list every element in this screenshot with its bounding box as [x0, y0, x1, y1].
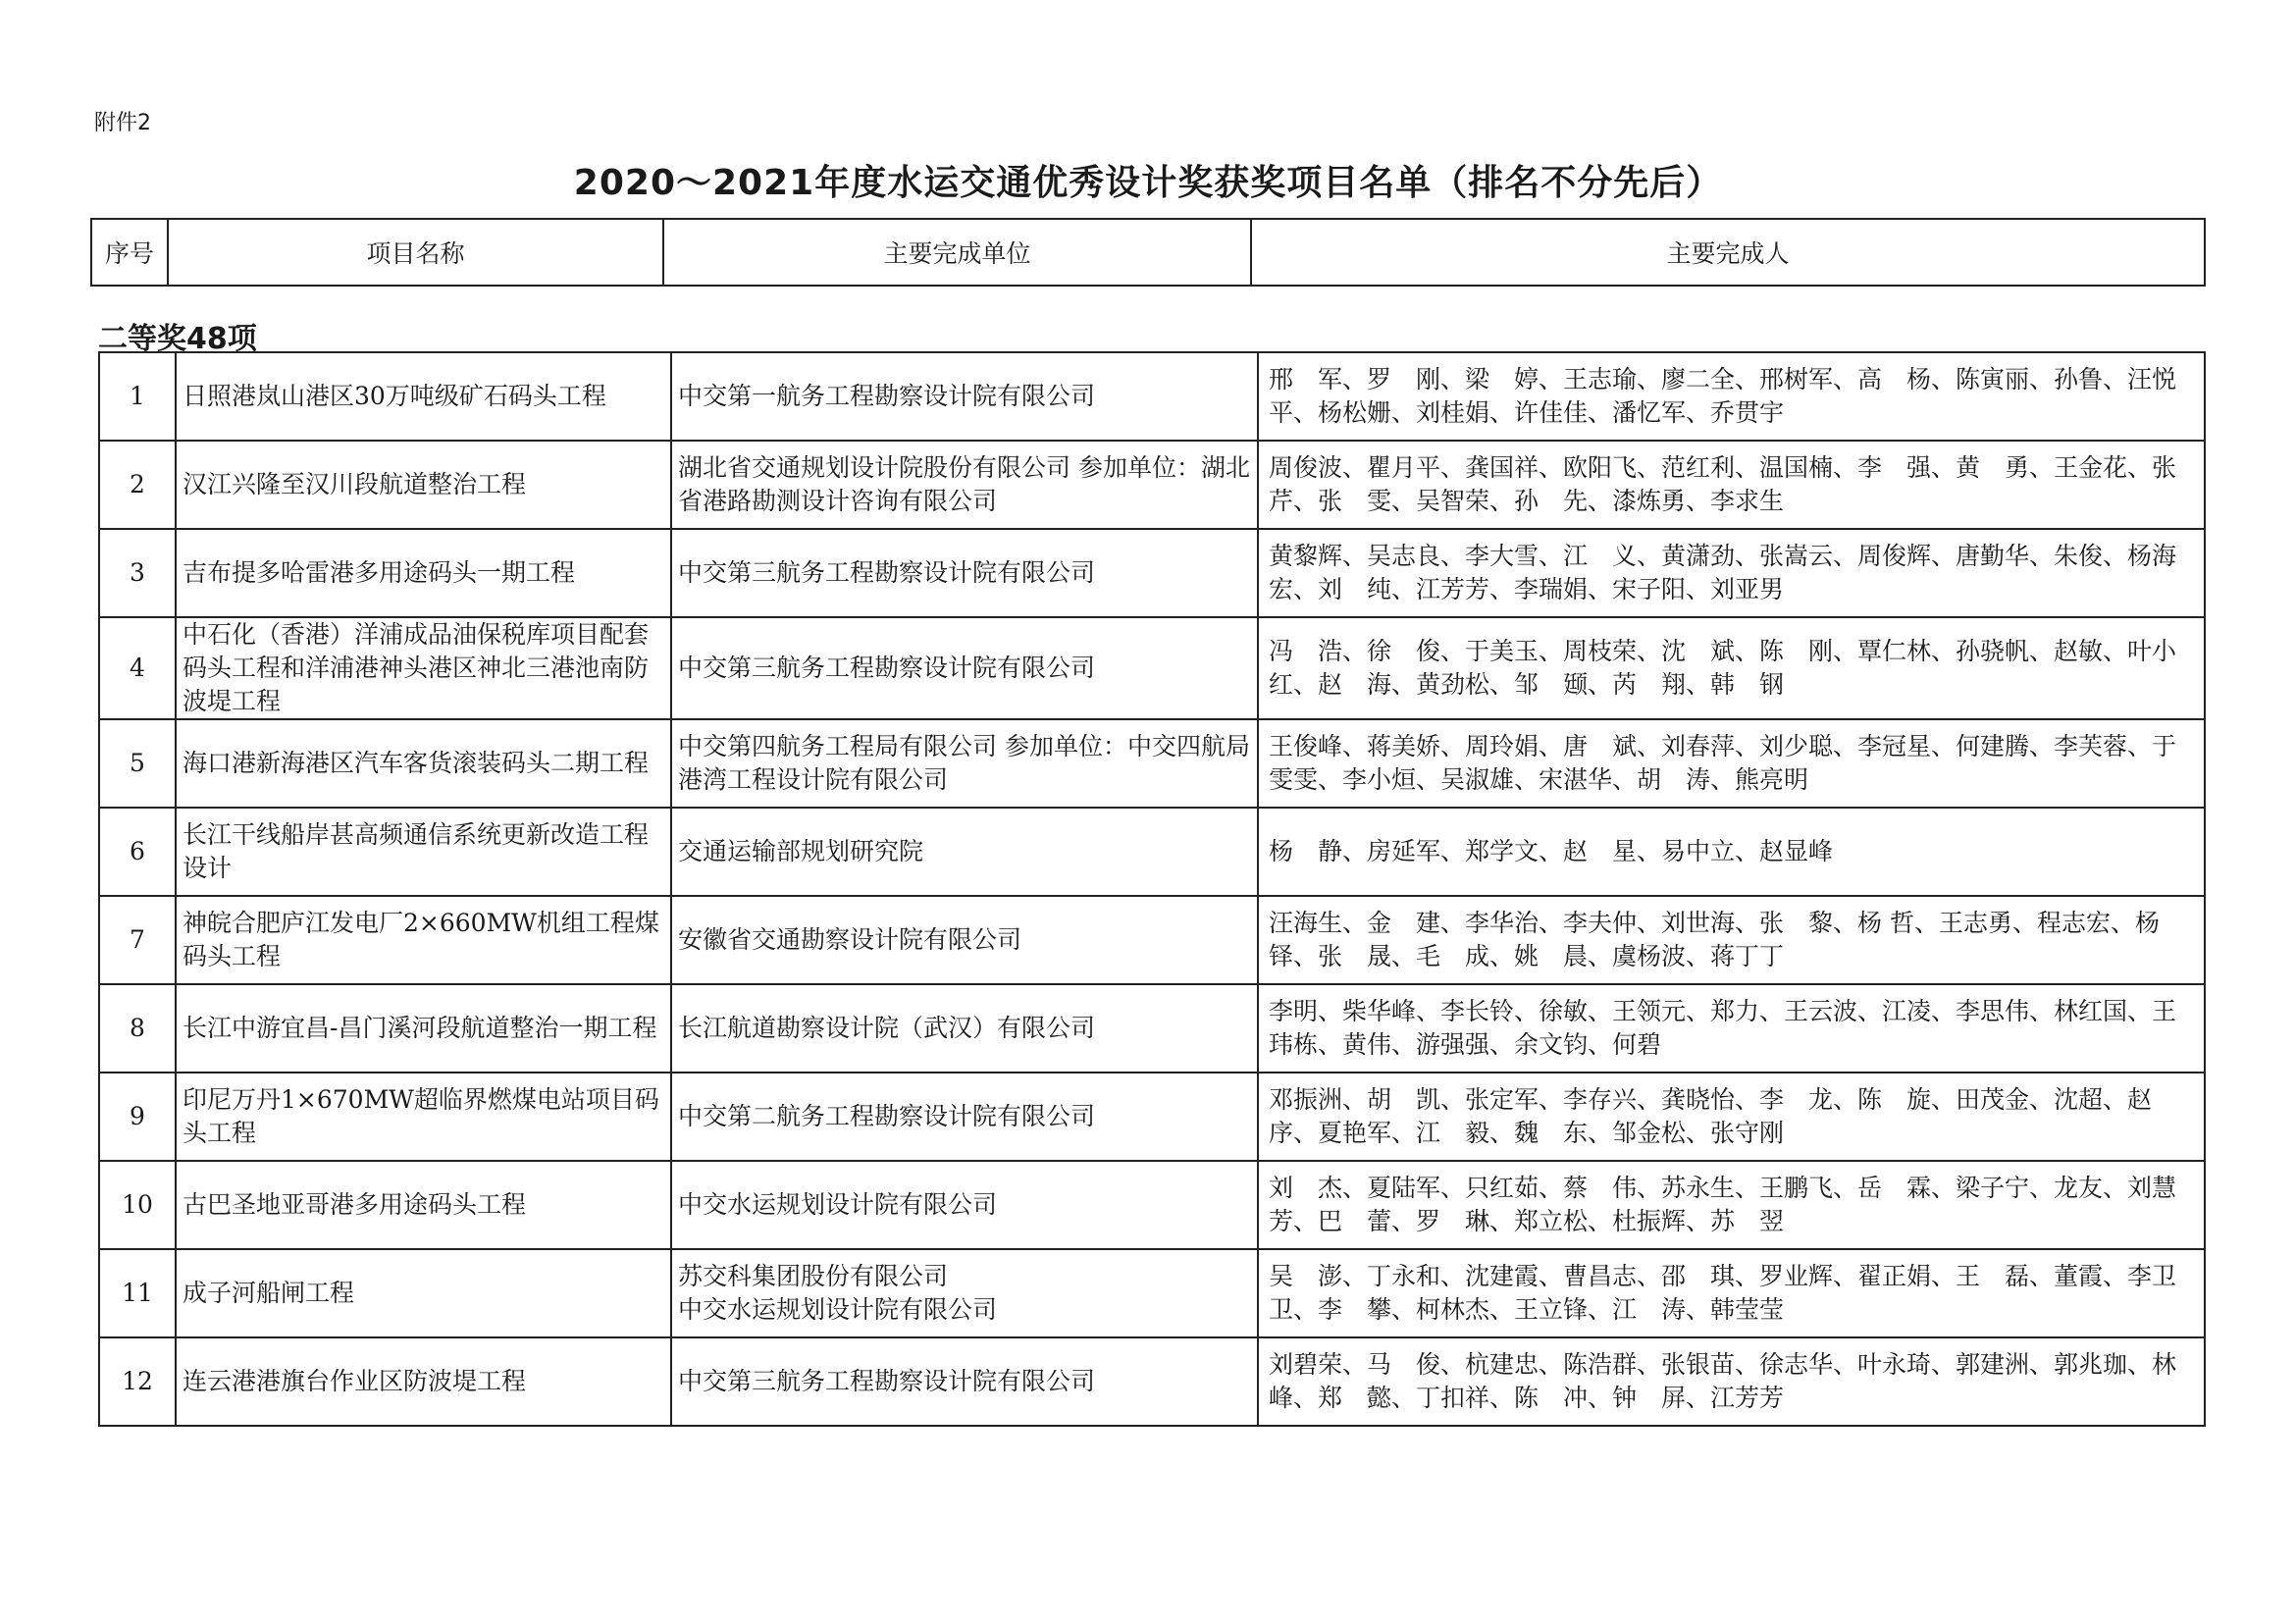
row-project [176, 1249, 671, 1337]
table-row [99, 529, 2205, 617]
row-unit-text: 中交第二航务工程勘察设计院有限公司 [678, 1102, 1096, 1130]
row-project-text: 吉布提多哈雷港多用途码头一期工程 [183, 558, 576, 587]
row-seq-text: 5 [130, 749, 145, 777]
row-project-text: 中石化（香港）洋浦成品油保税库项目配套码头工程和洋浦港神头港区神北三港池南防波堤工程 [183, 620, 650, 715]
row-project-text: 汉江兴隆至汉川段航道整治工程 [183, 470, 527, 498]
row-seq [99, 617, 176, 719]
row-people [1258, 896, 2205, 984]
row-people [1258, 529, 2205, 617]
header-project: 项目名称 [168, 219, 663, 286]
row-project-text: 日照港岚山港区30万吨级矿石码头工程 [183, 382, 606, 410]
row-project [176, 808, 671, 896]
row-project-text: 海口港新海港区汽车客货滚装码头二期工程 [183, 749, 650, 777]
row-people-text: 吴 澎、丁永和、沈建霞、曹昌志、邵 琪、罗业辉、翟正娟、王 磊、董霞、李卫卫、李 攀、柯林杰、王立锋、江 涛、韩莹莹 [1269, 1262, 2177, 1324]
row-project [176, 1337, 671, 1426]
row-people [1258, 441, 2205, 529]
row-seq-text: 11 [122, 1279, 153, 1307]
table-row [99, 808, 2205, 896]
row-people-text: 黄黎辉、吴志良、李大雪、江 义、黄潇劲、张嵩云、周俊辉、唐勤华、朱俊、杨海宏、刘 纯、江芳芳、李瑞娟、宋子阳、刘亚男 [1269, 542, 2177, 603]
row-seq-text: 8 [130, 1014, 145, 1042]
attachment-label: 附件2 [94, 111, 151, 135]
row-seq [99, 1249, 176, 1337]
row-seq [99, 896, 176, 984]
row-unit [671, 984, 1258, 1073]
row-project [176, 984, 671, 1073]
row-project [176, 896, 671, 984]
row-unit [671, 719, 1258, 808]
table-row [99, 1337, 2205, 1426]
row-project-text: 连云港港旗台作业区防波堤工程 [183, 1367, 527, 1395]
row-people-text: 杨 静、房延军、郑学文、赵 星、易中立、赵显峰 [1269, 837, 1834, 865]
row-unit-text: 交通运输部规划研究院 [678, 837, 924, 865]
row-unit-text: 中交第四航务工程局有限公司 参加单位：中交四航局港湾工程设计院有限公司 [678, 732, 1250, 794]
row-unit-text: 中交第三航务工程勘察设计院有限公司 [678, 654, 1096, 682]
section-heading: 二等奖48项 [98, 322, 257, 356]
row-people-text: 刘碧荣、马 俊、杭建忠、陈浩群、张银苗、徐志华、叶永琦、郭建洲、郭兆珈、林 峰、郑 懿、丁扣祥、陈 冲、钟 屏、江芳芳 [1269, 1350, 2202, 1412]
row-seq [99, 719, 176, 808]
table-row [99, 984, 2205, 1073]
row-people [1258, 352, 2205, 441]
row-seq [99, 441, 176, 529]
row-project-text: 长江干线船岸甚高频通信系统更新改造工程设计 [183, 820, 650, 882]
header-unit: 主要完成单位 [663, 219, 1251, 286]
row-project [176, 719, 671, 808]
row-people [1258, 617, 2205, 719]
row-unit [671, 1337, 1258, 1426]
column-header-table [90, 218, 2206, 287]
row-people [1258, 1337, 2205, 1426]
column-header-row [91, 219, 2205, 286]
row-seq-text: 7 [130, 925, 145, 954]
row-seq [99, 984, 176, 1073]
row-unit-text: 中交水运规划设计院有限公司 [678, 1190, 998, 1219]
award-table-body [99, 352, 2205, 1426]
row-seq-text: 9 [130, 1102, 145, 1130]
row-project [176, 529, 671, 617]
row-people-text: 王俊峰、蒋美娇、周玲娟、唐 斌、刘春萍、刘少聪、李冠星、何建腾、李芙蓉、于雯雯、李小烜、吴淑雄、宋湛华、胡 涛、熊亮明 [1269, 732, 2177, 794]
document-title: 2020～2021年度水运交通优秀设计奖获奖项目名单（排名不分先后） [573, 163, 1723, 203]
row-people [1258, 719, 2205, 808]
row-seq [99, 352, 176, 441]
row-project [176, 1073, 671, 1161]
row-seq [99, 529, 176, 617]
row-unit [671, 808, 1258, 896]
table-row [99, 1249, 2205, 1337]
table-row [99, 1073, 2205, 1161]
row-seq-text: 6 [130, 837, 145, 865]
row-seq-text: 10 [122, 1190, 153, 1219]
row-people-text: 李明、柴华峰、李长铃、徐敏、王领元、郑力、王云波、江凌、李思伟、林红国、王玮栋、黄伟、游强强、余文钧、何碧 [1269, 997, 2177, 1059]
row-people-text: 邓振洲、胡 凯、张定军、李存兴、龚晓怡、李 龙、陈 旋、田茂金、沈超、赵 序、夏艳军、江 毅、魏 东、邹金松、张守刚 [1269, 1085, 2177, 1147]
row-unit [671, 352, 1258, 441]
row-seq [99, 1337, 176, 1426]
table-row [99, 896, 2205, 984]
row-project [176, 617, 671, 719]
row-unit [671, 1161, 1258, 1249]
row-seq-text: 1 [130, 382, 145, 410]
award-table [98, 351, 2206, 1427]
row-unit-text: 中交第三航务工程勘察设计院有限公司 [678, 1367, 1096, 1395]
row-unit [671, 617, 1258, 719]
table-row [99, 1161, 2205, 1249]
table-row [99, 441, 2205, 529]
row-people [1258, 1249, 2205, 1337]
table-row [99, 617, 2205, 719]
row-people-text: 周俊波、瞿月平、龚国祥、欧阳飞、范红利、温国楠、李 强、黄 勇、王金花、张 芹、张 雯、吴智荣、孙 先、漆炼勇、李求生 [1269, 453, 2202, 515]
row-unit [671, 529, 1258, 617]
row-unit-text: 苏交科集团股份有限公司 中交水运规划设计院有限公司 [678, 1262, 998, 1324]
row-unit-text: 中交第三航务工程勘察设计院有限公司 [678, 558, 1096, 587]
row-seq [99, 1073, 176, 1161]
row-seq-text: 12 [122, 1367, 153, 1395]
table-row [99, 719, 2205, 808]
row-project-text: 古巴圣地亚哥港多用途码头工程 [183, 1190, 527, 1219]
row-project-text: 长江中游宜昌-昌门溪河段航道整治一期工程 [183, 1014, 657, 1042]
row-seq-text: 4 [130, 654, 145, 682]
row-unit-text: 中交第一航务工程勘察设计院有限公司 [678, 382, 1096, 410]
row-seq-text: 3 [130, 558, 145, 587]
header-seq: 序号 [91, 219, 168, 286]
row-seq-text: 2 [130, 470, 145, 498]
row-people-text: 冯 浩、徐 俊、于美玉、周枝荣、沈 斌、陈 刚、覃仁林、孙骁帆、赵敏、叶小红、赵 海、黄劲松、邹 颋、芮 翔、韩 钢 [1269, 637, 2177, 699]
row-seq [99, 1161, 176, 1249]
row-people-text: 汪海生、金 建、李华治、李夫仲、刘世海、张 黎、杨 哲、王志勇、程志宏、杨 铎、张 晟、毛 成、姚 晨、虞杨波、蒋丁丁 [1269, 909, 2184, 970]
row-project [176, 441, 671, 529]
row-project-text: 神皖合肥庐江发电厂2×660MW机组工程煤码头工程 [183, 909, 659, 970]
row-project [176, 352, 671, 441]
row-people [1258, 808, 2205, 896]
row-people [1258, 984, 2205, 1073]
row-unit-text: 湖北省交通规划设计院股份有限公司 参加单位：湖北省港路勘测设计咨询有限公司 [678, 453, 1250, 515]
row-people [1258, 1161, 2205, 1249]
row-project-text: 成子河船闸工程 [183, 1279, 355, 1307]
row-unit [671, 441, 1258, 529]
row-unit [671, 1073, 1258, 1161]
row-people-text: 刘 杰、夏陆军、只红茹、蔡 伟、苏永生、王鹏飞、岳 霖、梁子宁、龙友、刘慧芳、巴 蕾、罗 琳、郑立松、杜振辉、苏 翌 [1269, 1174, 2177, 1235]
row-people [1258, 1073, 2205, 1161]
row-unit [671, 896, 1258, 984]
row-unit [671, 1249, 1258, 1337]
row-project-text: 印尼万丹1×670MW超临界燃煤电站项目码头工程 [183, 1085, 659, 1147]
row-unit-text: 长江航道勘察设计院（武汉）有限公司 [678, 1014, 1096, 1042]
row-project [176, 1161, 671, 1249]
row-people-text: 邢 军、罗 刚、梁 婷、王志瑜、廖二全、邢树军、高 杨、陈寅丽、孙鲁、汪悦平、杨松姗、刘桂娟、许佳佳、潘忆军、乔贯宇 [1269, 365, 2177, 427]
header-people: 主要完成人 [1251, 219, 2205, 286]
row-unit-text: 安徽省交通勘察设计院有限公司 [678, 925, 1022, 954]
row-seq [99, 808, 176, 896]
table-row [99, 352, 2205, 441]
